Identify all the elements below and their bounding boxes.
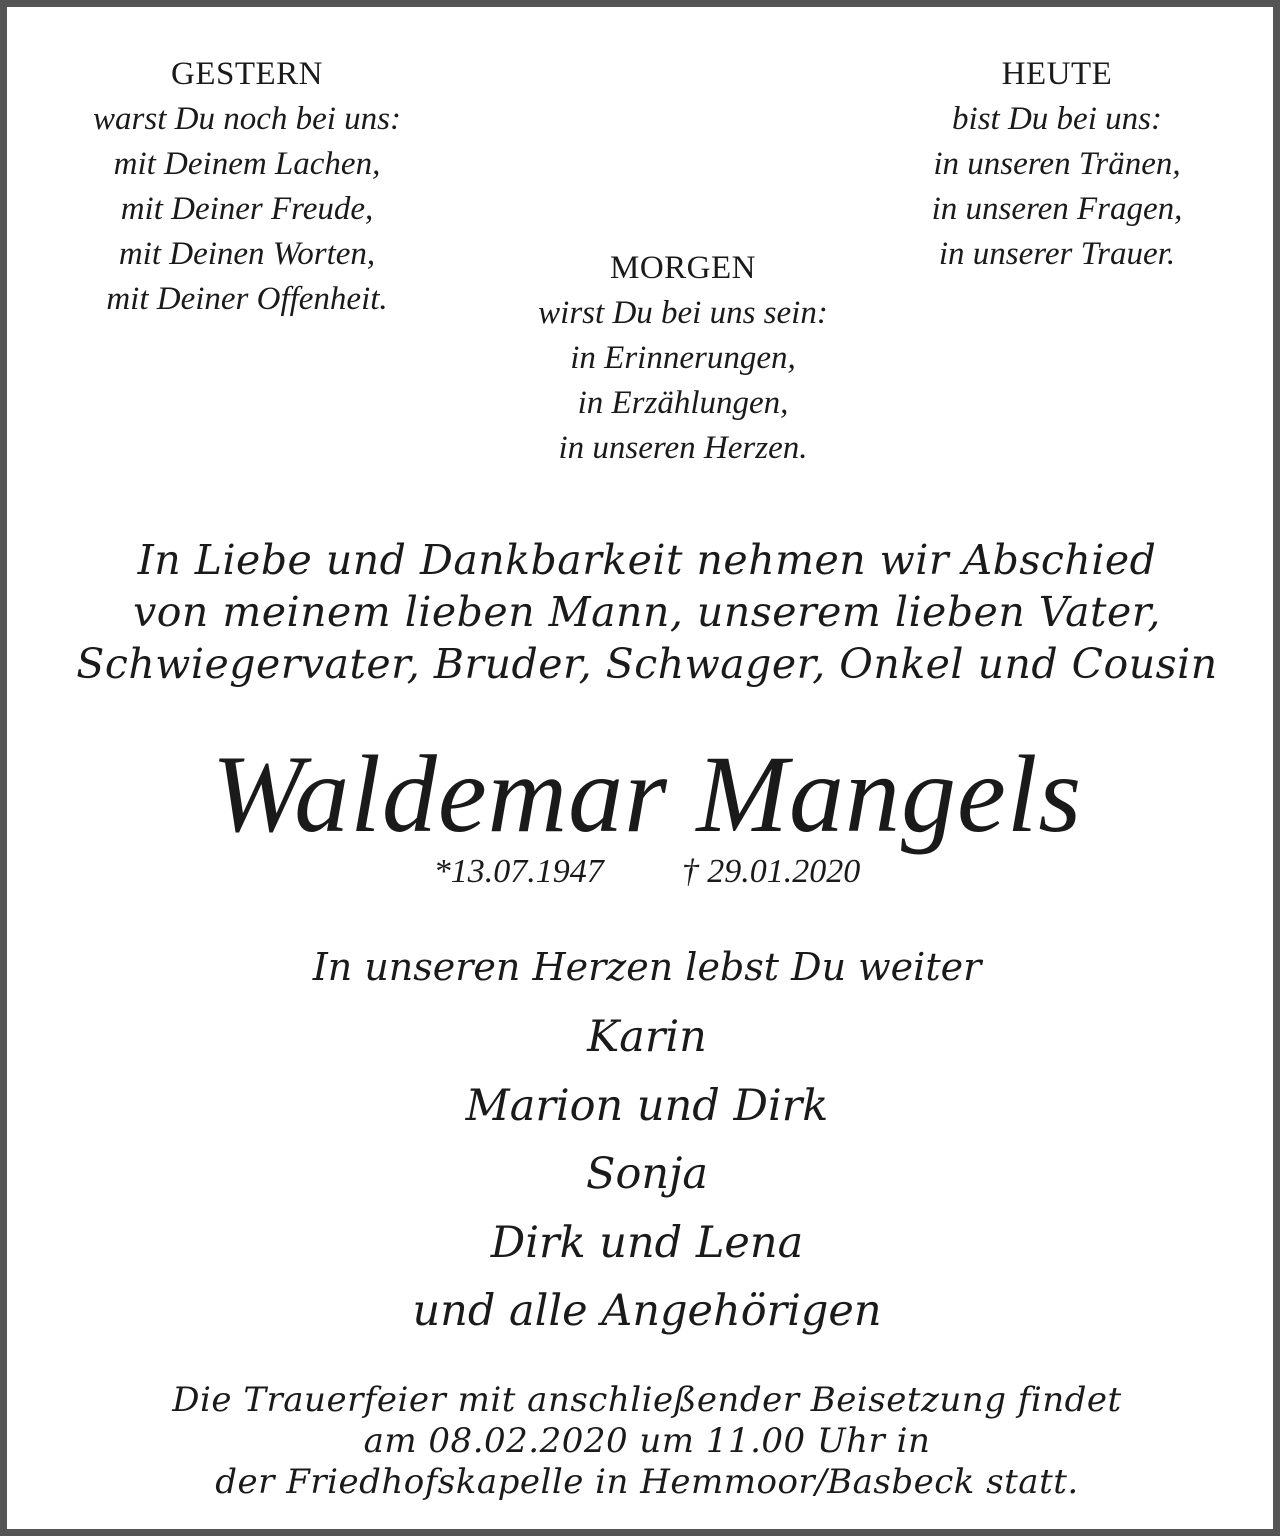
farewell-intro: [27, 534, 1267, 690]
intro-line: Schwiegervater, Bruder, Schwager, Onkel und Cousin: [76, 640, 1218, 688]
poem-line: mit Deiner Offenheit.: [106, 281, 388, 317]
mourner-name: Sonja: [585, 1149, 708, 1199]
poem-yesterday: [47, 52, 447, 322]
mourner-name: Dirk und Lena: [490, 1217, 804, 1268]
ceremony-line: der Friedhofskapelle in Hemmoor/Basbeck statt.: [215, 1462, 1079, 1502]
ceremony-line: Die Trauerfeier mit anschließender Beisetzung findet: [172, 1380, 1122, 1420]
poem-today: [857, 52, 1257, 277]
life-dates: [27, 850, 1267, 894]
mourner-name: Karin: [587, 1012, 707, 1062]
mourners-list: [27, 1003, 1267, 1346]
poem-line: in unseren Herzen.: [558, 430, 808, 466]
funeral-details: [27, 1380, 1267, 1503]
birth-date: *13.07.1947: [433, 853, 604, 890]
poem-line: bist Du bei uns:: [952, 101, 1162, 137]
poem-line: wirst Du bei uns sein:: [538, 295, 828, 331]
poem-tomorrow: [483, 246, 883, 471]
intro-line: In Liebe und Dankbarkeit nehmen wir Abschied: [137, 536, 1157, 584]
poem-line: mit Deinem Lachen,: [113, 146, 381, 182]
intro-line: von meinem lieben Mann, unserem lieben Vater,: [133, 588, 1161, 636]
memorial-tagline: In unseren Herzen lebst Du weiter: [312, 945, 982, 989]
poem-line: in Erinnerungen,: [570, 340, 796, 376]
poem-heading: MORGEN: [609, 250, 756, 286]
poem-line: in unserer Trauer.: [938, 236, 1176, 272]
poem-heading: HEUTE: [1001, 56, 1113, 92]
mourner-name: Marion und Dirk: [465, 1080, 829, 1131]
deceased-name: Waldemar Mangels: [211, 733, 1083, 855]
poem-heading: GESTERN: [171, 56, 323, 92]
poem-line: in unseren Tränen,: [933, 146, 1181, 182]
poem-line: in Erzählungen,: [577, 385, 789, 421]
poem-line: mit Deiner Freude,: [120, 191, 374, 227]
death-date: † 29.01.2020: [681, 853, 861, 890]
mourner-name: und alle Angehörigen: [412, 1286, 882, 1336]
poem-line: mit Deinen Worten,: [118, 236, 376, 272]
ceremony-line: am 08.02.2020 um 11.00 Uhr in: [363, 1421, 931, 1461]
poem-line: in unseren Fragen,: [931, 191, 1183, 227]
poem-line: warst Du noch bei uns:: [93, 101, 401, 137]
